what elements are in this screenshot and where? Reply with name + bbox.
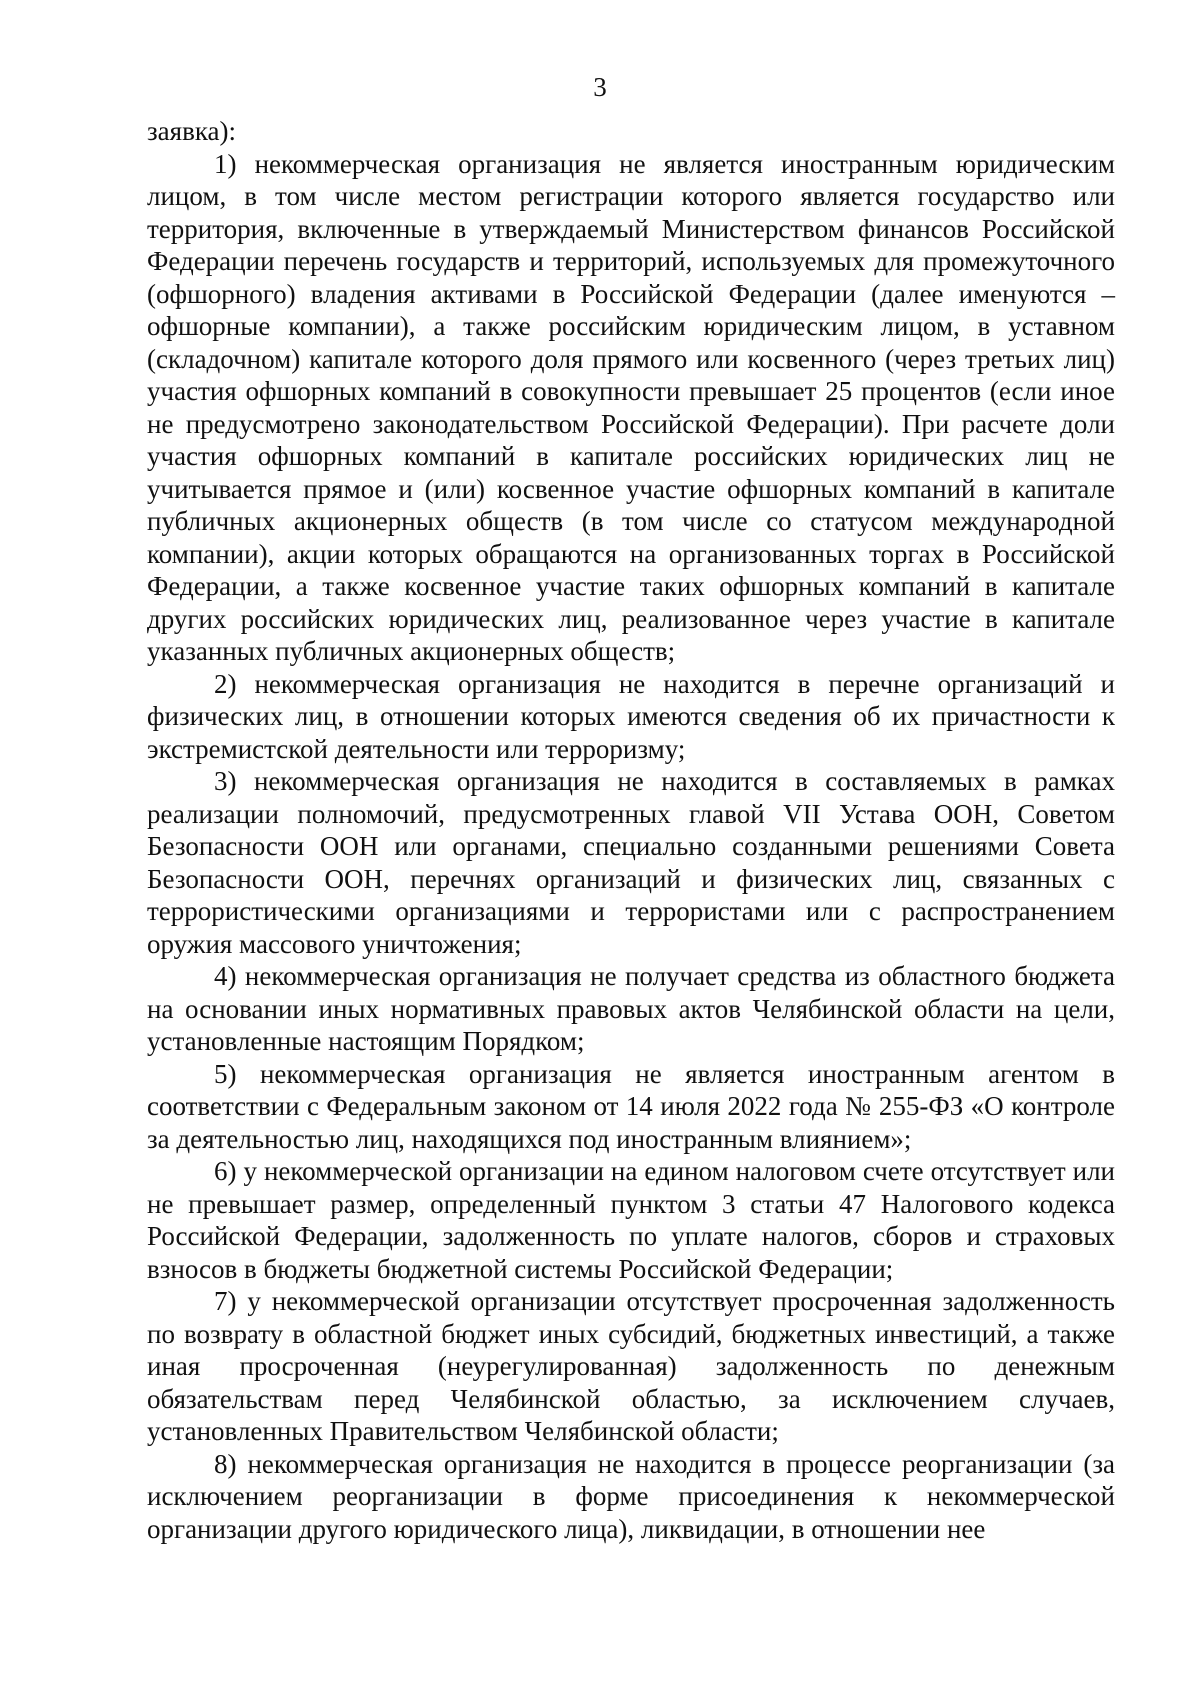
paragraph-continuation: заявка):: [147, 116, 237, 146]
paragraph-item-5: 5) некоммерческая организация не является иностранным агентом в соответствии с Федеральным законом от 14 июля 2022 года № 255-ФЗ «О контроле за деятельностью лиц, находящихся под иностранным влиянием»;: [147, 1058, 1115, 1154]
paragraph-item-4: 4) некоммерческая организация не получает средства из областного бюджета на основании иных нормативных правовых актов Челябинской области на цели, установленные настоящим Порядком;: [147, 961, 1115, 1056]
page-number: 3: [593, 72, 607, 102]
document-body: [147, 115, 1115, 1545]
paragraph-item-1: 1) некоммерческая организация не является иностранным юридическим лицом, в том числе местом регистрации которого является государство или территория, включенные в утверждаемый Министерством финансов Российской Федерации перечень государств и территорий, используемых для промежуточного (офшорного) владения активами в Российской Федерации (далее именуются – офшорные компании), а также российским юридическим лицом, в уставном (складочном) капитале которого доля прямого или косвенного (через третьих лиц) участия офшорных компаний в совокупности превышает 25 процентов (если иное не предусмотрено законодательством Российской Федерации). При расчете доли участия офшорных компаний в капитале российских юридических лиц не учитывается прямое и (или) косвенное участие офшорных компаний в капитале публичных акционерных обществ (в том числе со статусом международной компании), акции которых обращаются на организованных торгах в Российской Федерации, а также косвенное участие таких офшорных компаний в капитале других российских юридических лиц, реализованное через участие в капитале указанных публичных акционерных обществ;: [147, 148, 1115, 666]
paragraph-item-3: 3) некоммерческая организация не находится в составляемых в рамках реализации полномочий, предусмотренных главой VII Устава ООН, Советом Безопасности ООН или органами, специально созданными решениями Совета Безопасности ООН, перечнях организаций и физических лиц, связанных с террористическими организациями и террористами или с распространением оружия массового уничтожения;: [147, 766, 1115, 959]
paragraph-item-2: 2) некоммерческая организация не находится в перечне организаций и физических лиц, в отношении которых имеются сведения об их причастности к экстремистской деятельности или терроризму;: [147, 668, 1115, 764]
paragraph-item-8: 8) некоммерческая организация не находится в процессе реорганизации (за исключением реорганизации в форме присоединения к некоммерческой организации другого юридического лица), ликвидации, в отношении нее: [147, 1448, 1115, 1544]
paragraph-item-6: 6) у некоммерческой организации на едином налоговом счете отсутствует или не превышает размер, определенный пунктом 3 статьи 47 Налогового кодекса Российской Федерации, задолженность по уплате налогов, сборов и страховых взносов в бюджеты бюджетной системы Российской Федерации;: [147, 1156, 1115, 1284]
paragraph-item-7: 7) у некоммерческой организации отсутствует просроченная задолженность по возврату в областной бюджет иных субсидий, бюджетных инвестиций, а также иная просроченная (неурегулированная) задолженность по денежным обязательствам перед Челябинской областью, за исключением случаев, установленных Правительством Челябинской области;: [147, 1286, 1115, 1446]
